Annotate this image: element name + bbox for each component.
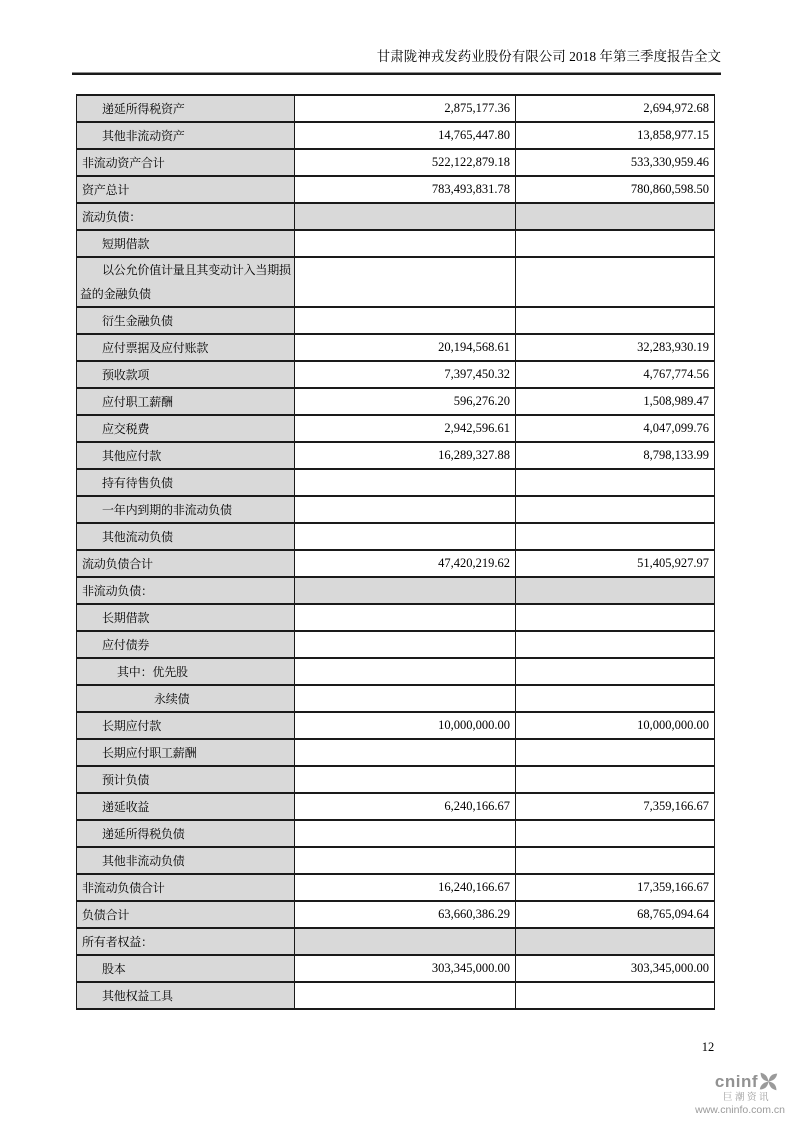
row-value: 596,276.20 [295,388,516,415]
row-value [295,230,516,257]
row-value: 16,289,327.88 [295,442,516,469]
row-label: 长期应付款 [77,712,295,739]
table-row [77,469,715,496]
row-value: 7,397,450.32 [295,361,516,388]
row-value [516,496,715,523]
row-value [516,631,715,658]
row-value: 14,765,447.80 [295,122,516,149]
table-row [77,361,715,388]
row-value: 780,860,598.50 [516,176,715,203]
table-row [77,176,715,203]
row-value [516,766,715,793]
row-value: 17,359,166.67 [516,874,715,901]
row-value [295,307,516,334]
row-value [295,820,516,847]
row-label: 其中：优先股 [77,658,295,685]
table-row [77,658,715,685]
table-row [77,793,715,820]
cninfo-swirl-icon [759,1072,778,1091]
row-value: 522,122,879.18 [295,149,516,176]
header-rule [72,72,721,75]
section-row [77,928,715,955]
row-label: 一年内到期的非流动负债 [77,496,295,523]
table-row [77,685,715,712]
table-row [77,523,715,550]
row-value [295,631,516,658]
row-value [295,523,516,550]
row-value: 2,942,596.61 [295,415,516,442]
row-value: 2,875,177.36 [295,95,516,122]
section-row [77,203,715,230]
row-value: 533,330,959.46 [516,149,715,176]
row-label: 非流动负债： [77,577,295,604]
row-label: 所有者权益： [77,928,295,955]
row-label: 负债合计 [77,901,295,928]
row-value: 1,508,989.47 [516,388,715,415]
report-title: 甘肃陇神戎发药业股份有限公司 2018 年第三季度报告全文 [376,49,721,64]
row-value [516,604,715,631]
row-value [516,307,715,334]
row-label: 递延所得税资产 [77,95,295,122]
row-value: 47,420,219.62 [295,550,516,577]
cninfo-chinese-name: 巨潮资讯 [722,1092,771,1103]
row-value [516,577,715,604]
row-value: 20,194,568.61 [295,334,516,361]
row-label: 股本 [77,955,295,982]
row-label: 流动负债合计 [77,550,295,577]
row-value [295,604,516,631]
row-value [295,658,516,685]
row-value [295,766,516,793]
row-value [295,982,516,1009]
table-row [77,847,715,874]
row-value [295,469,516,496]
table-row [77,442,715,469]
row-value [516,820,715,847]
table-row [77,496,715,523]
row-label: 非流动负债合计 [77,874,295,901]
row-value: 32,283,930.19 [516,334,715,361]
cninfo-logo [695,1072,785,1115]
section-row [77,577,715,604]
row-label: 递延收益 [77,793,295,820]
row-value: 51,405,927.97 [516,550,715,577]
table-row [77,901,715,928]
row-value: 8,798,133.99 [516,442,715,469]
table-row [77,874,715,901]
row-value [295,496,516,523]
row-value [516,230,715,257]
row-label: 非流动资产合计 [77,149,295,176]
row-label: 应付债券 [77,631,295,658]
table-row [77,230,715,257]
row-label: 其他非流动资产 [77,122,295,149]
cninfo-brand-text: cninf [714,1072,758,1091]
row-label: 其他流动负债 [77,523,295,550]
row-label: 衍生金融负债 [77,307,295,334]
row-label: 流动负债： [77,203,295,230]
row-value [295,203,516,230]
table-row [77,122,715,149]
row-value [295,685,516,712]
table-row [77,955,715,982]
row-value [516,847,715,874]
table-row [77,388,715,415]
row-value [516,739,715,766]
table-row [77,257,715,307]
row-value [295,739,516,766]
row-value [295,847,516,874]
row-value: 4,047,099.76 [516,415,715,442]
table-row [77,739,715,766]
row-value: 303,345,000.00 [295,955,516,982]
balance-sheet-table [76,94,715,1010]
row-value: 6,240,166.67 [295,793,516,820]
table-row [77,149,715,176]
row-label: 永续债 [77,685,295,712]
row-value: 13,858,977.15 [516,122,715,149]
row-value: 783,493,831.78 [295,176,516,203]
row-value: 10,000,000.00 [516,712,715,739]
table-row [77,604,715,631]
row-value: 16,240,166.67 [295,874,516,901]
row-value [295,257,516,307]
table-row [77,631,715,658]
row-label: 预收款项 [77,361,295,388]
row-value [516,469,715,496]
row-value: 68,765,094.64 [516,901,715,928]
row-label: 其他权益工具 [77,982,295,1009]
row-value [516,203,715,230]
row-value: 2,694,972.68 [516,95,715,122]
page-number: 12 [701,1040,715,1054]
table-row [77,415,715,442]
row-value [295,928,516,955]
table-row [77,307,715,334]
row-label: 递延所得税负债 [77,820,295,847]
table-row [77,712,715,739]
row-value [516,928,715,955]
row-label: 应付职工薪酬 [77,388,295,415]
table-row [77,550,715,577]
row-value [516,523,715,550]
row-label: 长期应付职工薪酬 [77,739,295,766]
row-label: 其他应付款 [77,442,295,469]
row-value [516,257,715,307]
row-value: 4,767,774.56 [516,361,715,388]
row-label: 其他非流动负债 [77,847,295,874]
table-row [77,95,715,122]
row-value [516,982,715,1009]
row-value: 7,359,166.67 [516,793,715,820]
row-label: 应付票据及应付账款 [77,334,295,361]
row-value [516,658,715,685]
row-label: 长期借款 [77,604,295,631]
row-label: 资产总计 [77,176,295,203]
page-header [72,47,721,75]
balance-sheet-body [77,95,715,1009]
row-label: 应交税费 [77,415,295,442]
table-row [77,982,715,1009]
cninfo-brand-row [695,1072,778,1091]
table-row [77,766,715,793]
row-label: 以公允价值计量且其变动计入当期损益的金融负债 [77,257,295,307]
row-value [295,577,516,604]
row-value: 10,000,000.00 [295,712,516,739]
row-label: 短期借款 [77,230,295,257]
row-value: 303,345,000.00 [516,955,715,982]
cninfo-url: www.cninfo.com.cn [695,1103,785,1116]
row-label: 预计负债 [77,766,295,793]
row-value: 63,660,386.29 [295,901,516,928]
row-label: 持有待售负债 [77,469,295,496]
row-value [516,685,715,712]
table-row [77,820,715,847]
table-row [77,334,715,361]
